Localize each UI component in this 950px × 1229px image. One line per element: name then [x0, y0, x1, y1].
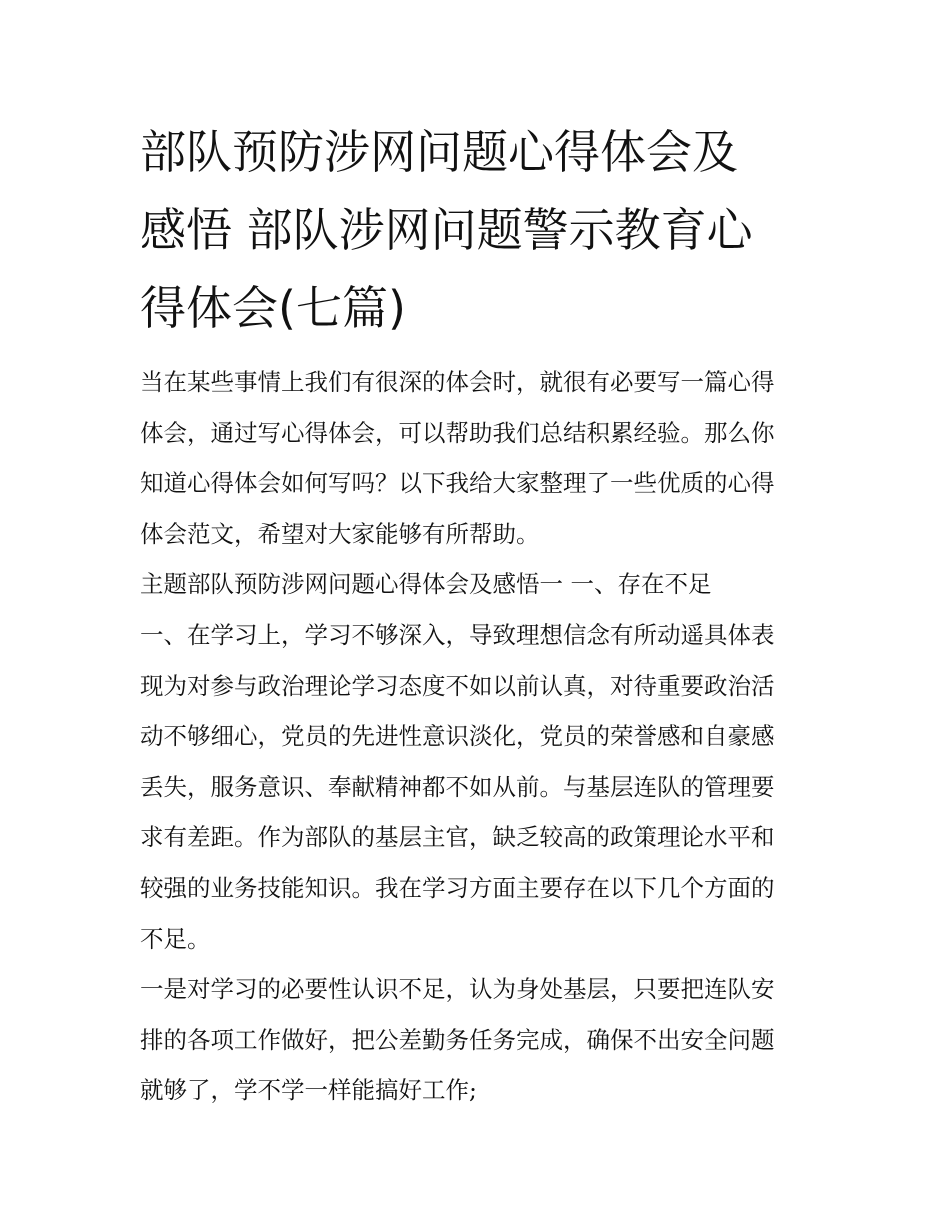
title-line: 部队预防涉网问题心得体会及	[140, 125, 738, 179]
title-line: 得体会(七篇)	[140, 281, 406, 335]
document-body	[140, 357, 820, 1116]
body-line: 一是对学习的必要性认识不足，认为身处基层，只要把连队安	[140, 975, 775, 1004]
body-line: 体会范文，希望对大家能够有所帮助。	[140, 519, 540, 548]
body-line: 现为对参与政治理论学习态度不如以前认真，对待重要政治活	[140, 671, 775, 700]
body-line: 求有差距。作为部队的基层主官，缺乏较高的政策理论水平和	[140, 823, 775, 852]
title-line: 感悟 部队涉网问题警示教育心	[140, 203, 753, 257]
body-line: 体会，通过写心得体会，可以帮助我们总结积累经验。那么你	[140, 418, 775, 447]
body-line: 当在某些事情上我们有很深的体会时，就很有必要写一篇心得	[140, 368, 775, 396]
body-line: 不足。	[140, 924, 211, 953]
body-line: 较强的业务技能知识。我在学习方面主要存在以下几个方面的	[140, 873, 775, 902]
body-line: 就够了，学不学一样能搞好工作;	[140, 1076, 477, 1105]
body-line: 丢失，服务意识、奉献精神都不如从前。与基层连队的管理要	[140, 772, 775, 801]
body-line: 动不够细心，党员的先进性意识淡化，党员的荣誉感和自豪感	[140, 722, 775, 751]
section-heading: 主题部队预防涉网问题心得体会及感悟一 一、存在不足	[140, 570, 712, 599]
body-line: 知道心得体会如何写吗？以下我给大家整理了一些优质的心得	[140, 469, 775, 498]
document-title	[140, 113, 820, 347]
body-line: 排的各项工作做好，把公差勤务任务完成，确保不出安全问题	[140, 1025, 775, 1054]
body-line: 一、在学习上，学习不够深入，导致理想信念有所动遥具体表	[140, 620, 775, 649]
